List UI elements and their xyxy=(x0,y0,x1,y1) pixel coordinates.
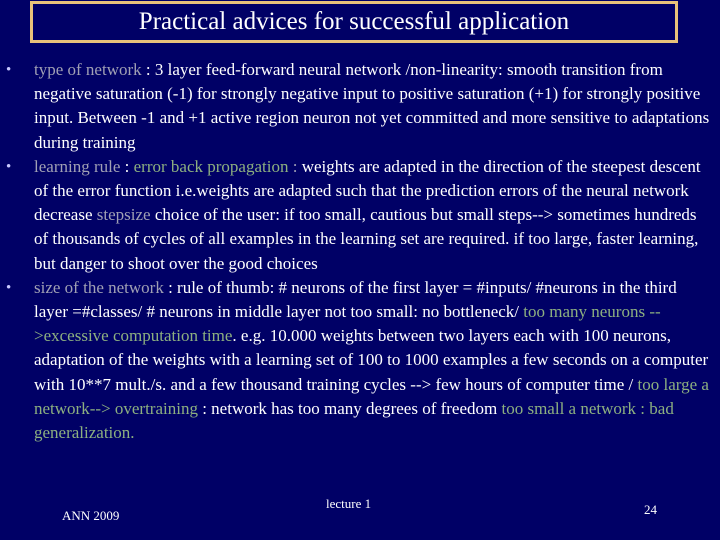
bullet-text: : 3 layer feed-forward neural network /non-linearity: smooth transition from negative saturation (-1) for strongly negative input to positive saturation (+1) for strongly positive input. Between -1 and +1 active region neuron not yet committed and more sensitive to adaptations during training xyxy=(34,60,710,152)
slide-title-text: Practical advices for successful application xyxy=(138,8,570,35)
bullet-text: choice of the user: if too small, cautious but small steps--> sometimes hundreds of thousands of cycles of all examples in the learning set are required. if too large, faster learning, but danger to shoot over the good choices xyxy=(34,205,699,273)
bullet-marker-icon: • xyxy=(6,279,12,296)
bullet-marker-icon: • xyxy=(6,158,12,175)
bullet-text: : xyxy=(120,156,134,176)
bullet-highlight-text: stepsize xyxy=(96,205,151,225)
bullet-item xyxy=(6,276,714,445)
footer-course: ANN 2009 xyxy=(62,508,120,523)
bullet-text: . e.g. 10.000 weights between two layers each with 100 neurons, adaptation of the weights with a learning set of 100 to 1000 examples a few seconds on a computer with 10**7 mult./s. and a few thousand training cycles --> few hours of computer time / xyxy=(34,326,709,394)
bullet-highlight-text: learning rule xyxy=(34,156,121,176)
bullet-highlight-text: too large a network--> overtraining xyxy=(34,374,709,418)
slide-title xyxy=(30,1,678,43)
bullet-highlight-text: too many neurons -->excessive computation time xyxy=(34,302,661,346)
bullet-highlight-text: error back propagation xyxy=(133,156,289,176)
bullet-list xyxy=(6,58,714,445)
footer-lecture: lecture 1 xyxy=(326,496,372,511)
bullet-item xyxy=(6,58,714,155)
bullet-highlight-text: size of the network xyxy=(34,277,164,297)
bullet-text: : network has too many degrees of freedom xyxy=(197,398,502,418)
bullet-marker-icon: • xyxy=(6,62,12,78)
footer-page-number: 24 xyxy=(644,502,657,517)
bullet-highlight-text: too small a network : bad generalization. xyxy=(34,398,674,443)
bullet-text: : rule of thumb: # neurons of the first layer = #inputs/ #neurons in the third layer =#classes/ # neurons in middle layer not too small: no bottleneck/ xyxy=(34,277,677,322)
bullet-highlight-text: : xyxy=(288,156,302,176)
bullet-text: weights are adapted in the direction of the steepest descent of the error function i.e.weights are adapted such that the prediction errors of the neural network decrease xyxy=(34,156,701,225)
bullet-highlight-text: type of network xyxy=(34,60,142,79)
bullet-item xyxy=(6,155,714,276)
